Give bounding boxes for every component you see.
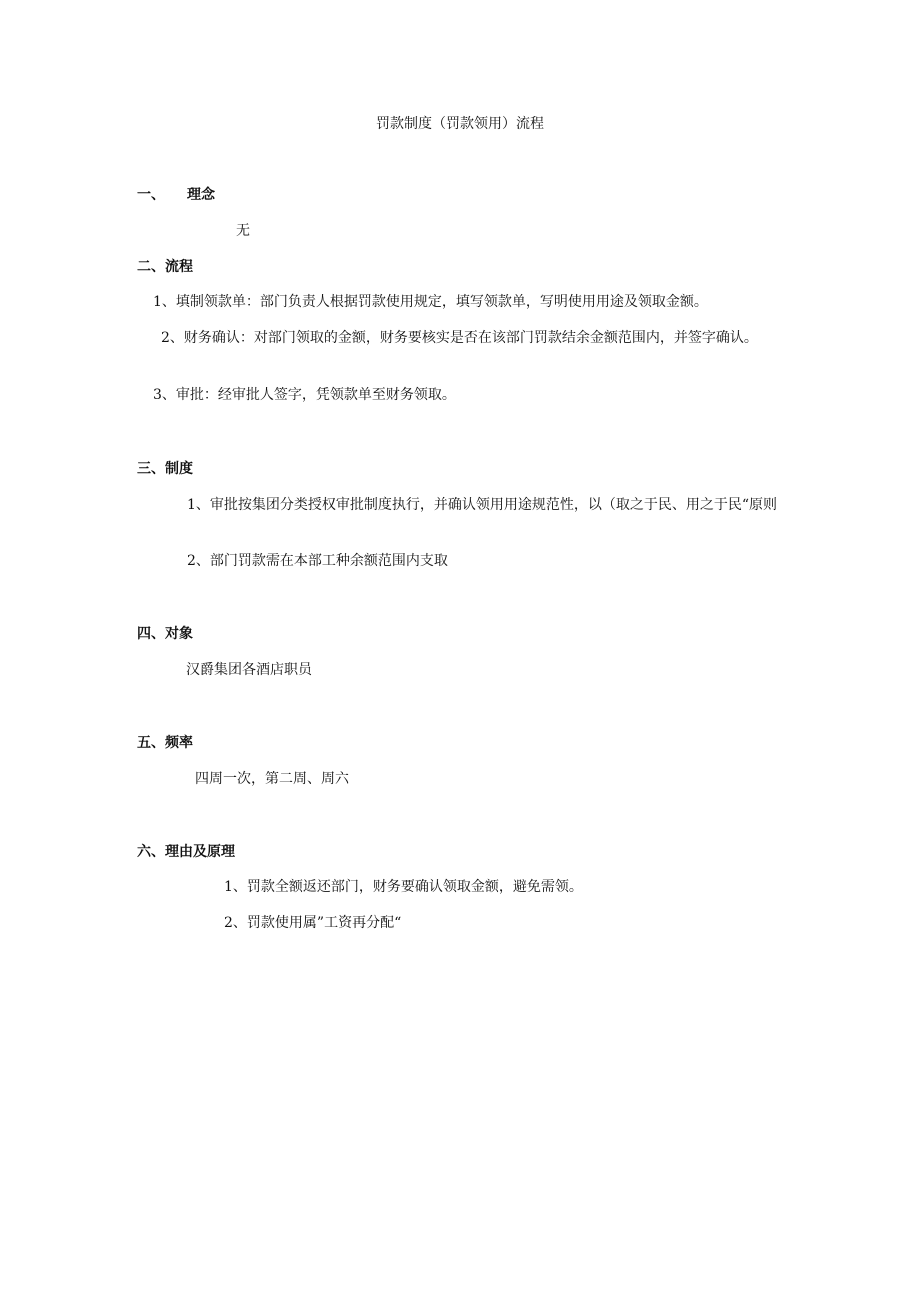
section-2-heading: 二、流程 (137, 259, 193, 275)
section-6-line-1: 1、罚款全额返还部门，财务要确认领取金额，避免需领。 (224, 879, 583, 895)
section-5-heading: 五、频率 (137, 735, 193, 751)
section-4-line-1: 汉爵集团各酒店职员 (186, 662, 312, 678)
section-3-heading: 三、制度 (137, 461, 193, 477)
section-1-heading: 理念 (187, 187, 215, 203)
section-6-heading: 六、理由及原理 (137, 844, 235, 860)
document-title: 罚款制度（罚款领用）流程 (376, 116, 544, 132)
section-5-line-1: 四周一次，第二周、周六 (195, 771, 349, 787)
section-3-line-2: 2、部门罚款需在本部工种余额范围内支取 (187, 553, 448, 569)
section-4-heading: 四、对象 (137, 626, 193, 642)
section-3-line-1: 1、审批按集团分类授权审批制度执行，并确认领用用途规范性，以（取之于民、用之于民“原则 (187, 497, 778, 513)
section-2-line-1: 1、填制领款单：部门负责人根据罚款使用规定，填写领款单，写明使用用途及领取金额。 (153, 294, 708, 310)
section-1-line-1: 无 (236, 223, 250, 239)
section-2-line-3: 3、审批：经审批人签字，凭领款单至财务领取。 (153, 387, 456, 403)
section-2-line-2: 2、财务确认：对部门领取的金额，财务要核实是否在该部门罚款结余金额范围内，并签字确认。 (161, 330, 758, 346)
section-6-line-2: 2、罚款使用属”工资再分配“ (224, 915, 402, 931)
section-1-number: 一、 (137, 187, 165, 203)
